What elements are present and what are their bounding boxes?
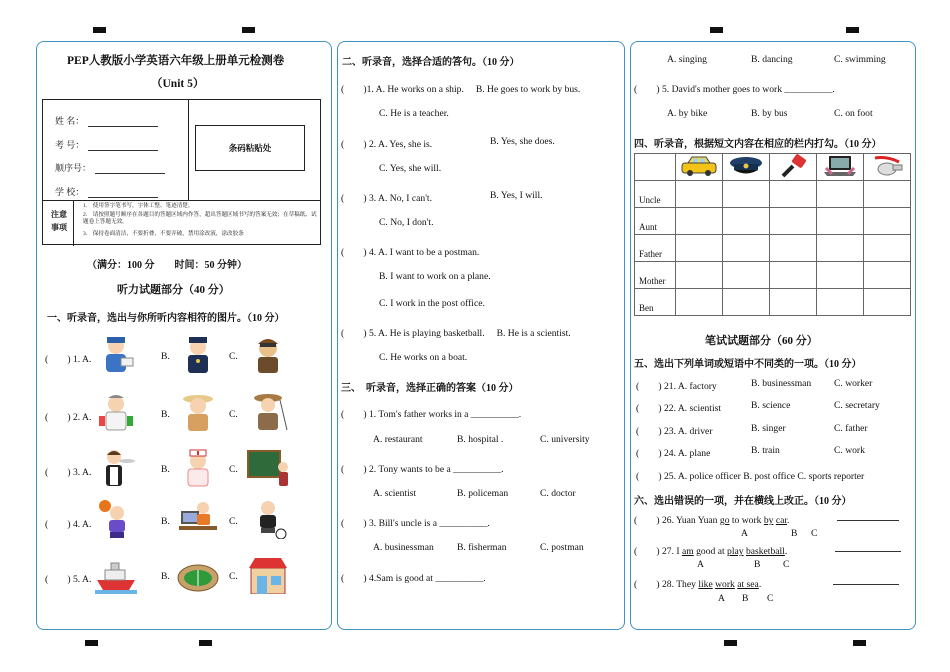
row-label: Mother	[635, 262, 676, 289]
note-item: 1. 使用签字笔书写，字体工整、笔迹清楚。	[83, 203, 194, 209]
table-corner	[635, 154, 676, 181]
question: ( ) 4. A. I want to be a postman.	[341, 247, 480, 258]
error-option-b: play	[727, 546, 744, 557]
question: ( ) 4.Sam is good at __________.	[341, 573, 486, 584]
question: ( ) 22. A. scientist	[636, 403, 722, 414]
tick-cell[interactable]	[770, 181, 817, 208]
tick-cell[interactable]	[817, 289, 864, 316]
question-number: ( ) 5. A.	[45, 574, 92, 585]
option-label: B.	[161, 571, 170, 582]
question-option: C. father	[834, 423, 868, 434]
option-letter: A	[741, 528, 748, 539]
question-option: C. He is a teacher.	[379, 108, 449, 119]
column-right	[630, 41, 916, 630]
waitress-pic[interactable]	[95, 447, 137, 487]
row-label: Uncle	[635, 181, 676, 208]
question-option: B. Yes, she does.	[490, 136, 555, 147]
row-label: Aunt	[635, 208, 676, 235]
tick-cell[interactable]	[723, 235, 770, 262]
question: ( ) 23. A. driver	[636, 426, 713, 437]
question-option: B. science	[751, 400, 791, 411]
question-option: A. scientist	[373, 488, 417, 499]
correction-line[interactable]	[833, 576, 899, 588]
question-option: B. I want to work on a plane.	[379, 271, 491, 282]
question-option: B. hospital .	[457, 434, 504, 445]
option-label: C.	[229, 516, 238, 527]
option-label: B.	[161, 464, 170, 475]
error-option-a: like	[698, 579, 713, 590]
tick-cell[interactable]	[770, 208, 817, 235]
note-item: 2. 请按照题号顺序在各题目的答题区域内作答，超出答题区域书写的答案无效；在草稿纸、试题卷上答题无效。	[83, 212, 317, 225]
alignment-mark	[710, 27, 723, 33]
written-part-title: 笔试试题部分（60 分）	[705, 335, 818, 347]
tick-cell[interactable]	[676, 262, 723, 289]
tick-cell[interactable]	[723, 208, 770, 235]
tick-cell[interactable]	[770, 289, 817, 316]
alignment-mark	[199, 640, 212, 646]
note-item: 3. 保持卷面清洁，不要折叠，不要弄破，禁用涂改液，涂改胶条	[83, 231, 244, 237]
tick-cell[interactable]	[770, 262, 817, 289]
question-option: C. I work in the post office.	[379, 298, 485, 309]
name-field[interactable]: 姓 名：	[55, 114, 158, 127]
tick-cell[interactable]	[864, 181, 911, 208]
question-option: B. singer	[751, 423, 786, 434]
question: ( ) 26. Yuan Yuan go to work by car.	[634, 515, 790, 526]
option-letter: A	[697, 559, 704, 570]
exam-meta: （满分：100 分 时间：50 分钟）	[87, 260, 247, 271]
whistle-icon	[864, 154, 911, 181]
tick-cell[interactable]	[817, 262, 864, 289]
section6-title: 六、选出错误的一项，并在横线上改正。（10 分）	[634, 496, 852, 507]
question-option: B. dancing	[751, 54, 793, 65]
tick-cell[interactable]	[817, 181, 864, 208]
question-option: B. by bus	[751, 108, 788, 119]
tick-cell[interactable]	[770, 235, 817, 262]
option-letter: C	[811, 528, 818, 539]
question-option: C. doctor	[540, 488, 576, 499]
error-option-c: basketball	[745, 546, 785, 557]
exam-number-field[interactable]: 考 号：	[55, 138, 158, 151]
taxi-icon	[676, 154, 723, 181]
question: ( ) 21. A. factory	[636, 381, 717, 392]
nurse-pic[interactable]	[177, 447, 219, 487]
option-label: C.	[229, 571, 238, 582]
tick-cell[interactable]	[864, 262, 911, 289]
question-option: A. singing	[667, 54, 707, 65]
question-option: B. businessman	[751, 378, 812, 389]
option-label: B.	[161, 409, 170, 420]
alignment-mark	[85, 640, 98, 646]
correction-line[interactable]	[837, 512, 899, 524]
microphone-icon	[770, 154, 817, 181]
option-letter: A	[718, 593, 725, 604]
tick-cell[interactable]	[723, 262, 770, 289]
question-number: ( ) 1. A.	[45, 354, 92, 365]
question: ( ) 3. Bill's uncle is a __________.	[341, 518, 490, 529]
tick-cell[interactable]	[676, 235, 723, 262]
student-info-box	[42, 99, 321, 245]
shop-pic[interactable]	[247, 554, 289, 594]
error-option-b: work	[715, 579, 735, 590]
police-cap-icon	[723, 154, 770, 181]
farmer-pic[interactable]	[177, 392, 219, 432]
school-field[interactable]: 学 校：	[55, 185, 158, 198]
question: ( ) 24. A. plane	[636, 448, 711, 459]
column-middle	[337, 41, 625, 630]
question-option: C. He works on a boat.	[379, 352, 468, 363]
error-option-a: am	[681, 546, 694, 557]
section4-title: 四、听录音，根据短文内容在相应的栏内打勾。（10 分）	[634, 139, 882, 150]
police-officer-pic[interactable]	[177, 334, 219, 374]
question: ( ) 5. A. He is playing basketball. B. He is a scientist.	[341, 328, 571, 339]
pilot-pic[interactable]	[247, 334, 289, 374]
listening-part-title: 听力试题部分（40 分）	[117, 284, 230, 296]
question-option: C. swimming	[834, 54, 886, 65]
laptop-icon	[817, 154, 864, 181]
question-option: A. by bike	[667, 108, 708, 119]
option-letter: B	[742, 593, 749, 604]
question-option: C. on foot	[834, 108, 873, 119]
section3-title: 三、 听录音，选择正确的答案（10 分）	[341, 383, 519, 394]
question: ( ) 2. A. Yes, she is.	[341, 139, 433, 150]
question-option: C. Yes, she will.	[379, 163, 442, 174]
tick-table	[634, 153, 911, 316]
question: ( )1. A. He works on a ship. B. He goes to work by bus.	[341, 84, 581, 95]
error-option-c: at sea	[737, 579, 759, 590]
basketball-player-pic[interactable]	[95, 499, 137, 539]
question: ( ) 1. Tom's father works in a __________.	[341, 409, 522, 420]
tick-cell[interactable]	[864, 208, 911, 235]
fisherman-pic[interactable]	[247, 392, 289, 432]
section5-title: 五、选出下列单词或短语中不同类的一项。（10 分）	[634, 359, 862, 370]
stadium-pic[interactable]	[177, 554, 219, 594]
row-label: Ben	[635, 289, 676, 316]
alignment-mark	[853, 640, 866, 646]
tick-cell[interactable]	[864, 289, 911, 316]
tick-cell[interactable]	[723, 181, 770, 208]
football-player-pic[interactable]	[247, 499, 289, 539]
question-option: B. train	[751, 445, 780, 456]
alignment-mark	[846, 27, 859, 33]
option-label: B.	[161, 351, 170, 362]
exam-title: PEP人教版小学英语六年级上册单元检测卷	[67, 55, 285, 67]
error-option-c: car	[775, 515, 788, 526]
question-option: B. Yes, I will.	[490, 190, 543, 201]
unit-title: （Unit 5）	[151, 78, 205, 90]
correction-line[interactable]	[835, 543, 901, 555]
alignment-mark	[724, 640, 737, 646]
question: ( ) 3. A. No, I can't.	[341, 193, 432, 204]
option-label: C.	[229, 351, 238, 362]
tick-cell[interactable]	[676, 289, 723, 316]
alignment-mark	[242, 27, 255, 33]
question-option: C. postman	[540, 542, 584, 553]
notes-label: 注意事项	[51, 210, 67, 232]
alignment-mark	[93, 27, 106, 33]
row-label: Father	[635, 235, 676, 262]
tick-cell[interactable]	[676, 208, 723, 235]
option-label: C.	[229, 409, 238, 420]
question-option: C. secretary	[834, 400, 880, 411]
question-option: C. work	[834, 445, 865, 456]
section1-title: 一、听录音，选出与你所听内容相符的图片。（10 分）	[47, 313, 285, 324]
question: ( ) 5. David's mother goes to work __________.	[634, 84, 835, 95]
question: ( ) 25. A. police officer B. post office C. sports reporter	[636, 471, 865, 482]
tick-cell[interactable]	[723, 289, 770, 316]
option-letter: C	[783, 559, 790, 570]
computer-worker-pic[interactable]	[177, 499, 219, 539]
ship-pic[interactable]	[95, 554, 137, 594]
postman-pic[interactable]	[95, 334, 137, 374]
scientist-pic[interactable]	[95, 392, 137, 432]
option-letter: B	[791, 528, 798, 539]
question: ( ) 28. They like work at sea.	[634, 579, 762, 590]
error-option-a: go	[719, 515, 730, 526]
question-number: ( ) 4. A.	[45, 519, 92, 530]
tick-cell[interactable]	[817, 208, 864, 235]
question-option: C. university	[540, 434, 590, 445]
question-option: B. policeman	[457, 488, 509, 499]
question-option: B. fisherman	[457, 542, 507, 553]
option-letter: B	[754, 559, 761, 570]
tick-cell[interactable]	[817, 235, 864, 262]
error-option-b: by	[763, 515, 774, 526]
teacher-pic[interactable]	[247, 447, 289, 487]
section2-title: 二、听录音，选择合适的答句。（10 分）	[342, 57, 520, 68]
option-letter: C	[767, 593, 774, 604]
column-left	[36, 41, 332, 630]
question-option: C. worker	[834, 378, 873, 389]
question-number: ( ) 2. A.	[45, 412, 92, 423]
option-label: B.	[161, 516, 170, 527]
question-option: A. businessman	[373, 542, 434, 553]
question-number: ( ) 3. A.	[45, 467, 92, 478]
question: ( ) 27. I am good at play basketball.	[634, 546, 788, 557]
tick-cell[interactable]	[676, 181, 723, 208]
question-option: C. No, I don't.	[379, 217, 434, 228]
question-option: A. restaurant	[373, 434, 423, 445]
sequence-number-field[interactable]: 顺序号：	[55, 161, 165, 174]
option-label: C.	[229, 464, 238, 475]
question: ( ) 2. Tony wants to be a __________.	[341, 464, 504, 475]
tick-cell[interactable]	[864, 235, 911, 262]
barcode-area: 条码粘贴处	[195, 125, 305, 171]
